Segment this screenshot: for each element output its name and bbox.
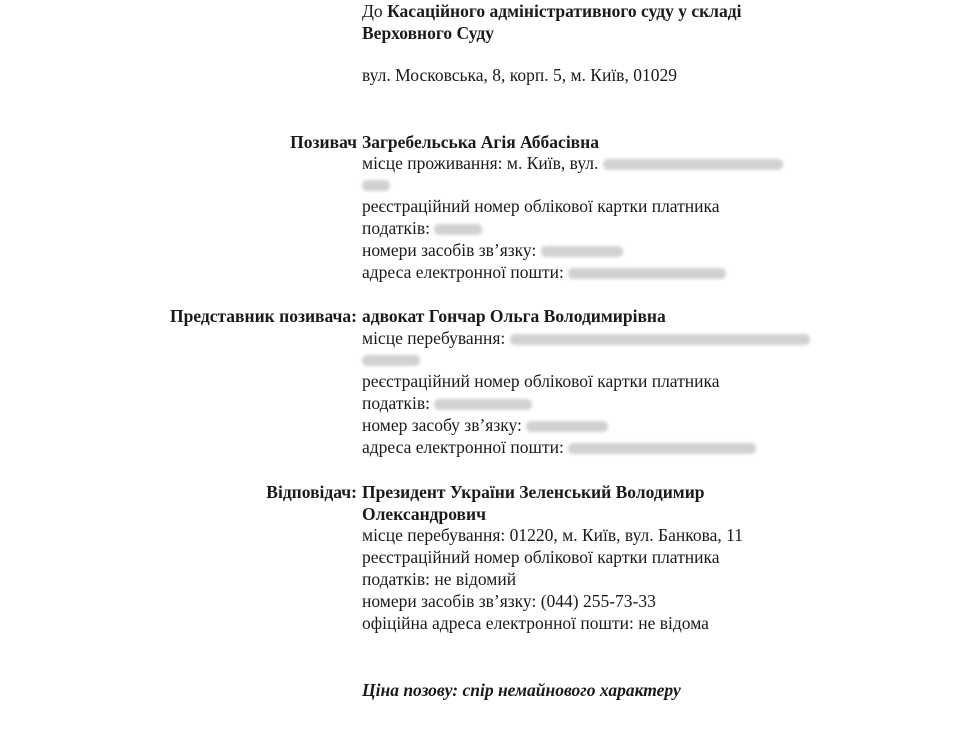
plaintiff-phones [362, 239, 623, 261]
court-address: вул. Московська, 8, корп. 5, м. Київ, 01029 [362, 65, 677, 85]
plaintiff-email-label: адреса електронної пошти: [362, 262, 564, 282]
defendant-name-line1: Президент України Зеленський Володимир [362, 482, 705, 502]
redacted-tax-number [434, 399, 532, 410]
representative-tax-line2 [362, 392, 532, 414]
representative-label: Представник позивача: [169, 306, 357, 326]
redacted-address [510, 334, 810, 345]
plaintiff-residence-cont [362, 173, 390, 195]
representative-phone-label: номер засобу зв’язку: [362, 415, 522, 435]
court-name: Касаційного адміністративного суду у складі [387, 1, 742, 21]
plaintiff-name: Загребельська Агія Аббасівна [362, 132, 599, 152]
representative-location-label: місце перебування: [362, 328, 506, 348]
plaintiff-email [362, 261, 726, 283]
plaintiff-residence [362, 152, 783, 174]
defendant-name-line2: Олександрович [362, 504, 486, 524]
defendant-label: Відповідач: [266, 482, 357, 502]
representative-location-cont [362, 348, 420, 370]
representative-tax-label: податків: [362, 393, 430, 413]
representative-email-label: адреса електронної пошти: [362, 437, 564, 457]
court-line-2: Верховного Суду [362, 23, 494, 43]
claim-price: Ціна позову: спір немайнового характеру [362, 680, 681, 700]
representative-location [362, 327, 810, 349]
redacted-address-cont [362, 180, 390, 191]
plaintiff-tax-label: податків: [362, 218, 430, 238]
representative-name: адвокат Гончар Ольга Володимирівна [362, 306, 666, 326]
defendant-email: офіційна адреса електронної пошти: не відома [362, 613, 709, 633]
representative-tax-line1: реєстраційний номер облікової картки платника [362, 371, 720, 391]
plaintiff-phones-label: номери засобів зв’язку: [362, 240, 537, 260]
plaintiff-label: Позивач [290, 132, 357, 152]
redacted-email [568, 443, 756, 454]
court-line-1 [362, 0, 741, 22]
defendant-phones: номери засобів зв’язку: (044) 255-73-33 [362, 591, 656, 611]
representative-phone [362, 414, 608, 436]
plaintiff-tax-line2 [362, 217, 482, 239]
redacted-tax-number [434, 224, 482, 235]
plaintiff-tax-line1: реєстраційний номер облікової картки платника [362, 196, 720, 216]
plaintiff-residence-label: місце проживання: м. Київ, вул. [362, 153, 599, 173]
redacted-address [603, 159, 783, 170]
defendant-tax-line1: реєстраційний номер облікової картки платника [362, 547, 720, 567]
redacted-email [568, 268, 726, 279]
defendant-tax-line2: податків: не відомий [362, 569, 517, 589]
redacted-phone [526, 421, 608, 432]
redacted-address-cont [362, 355, 420, 366]
redacted-phone [541, 246, 623, 257]
defendant-location: місце перебування: 01220, м. Київ, вул. Банкова, 11 [362, 525, 743, 545]
representative-email [362, 436, 756, 458]
to-prefix: До [362, 1, 383, 21]
